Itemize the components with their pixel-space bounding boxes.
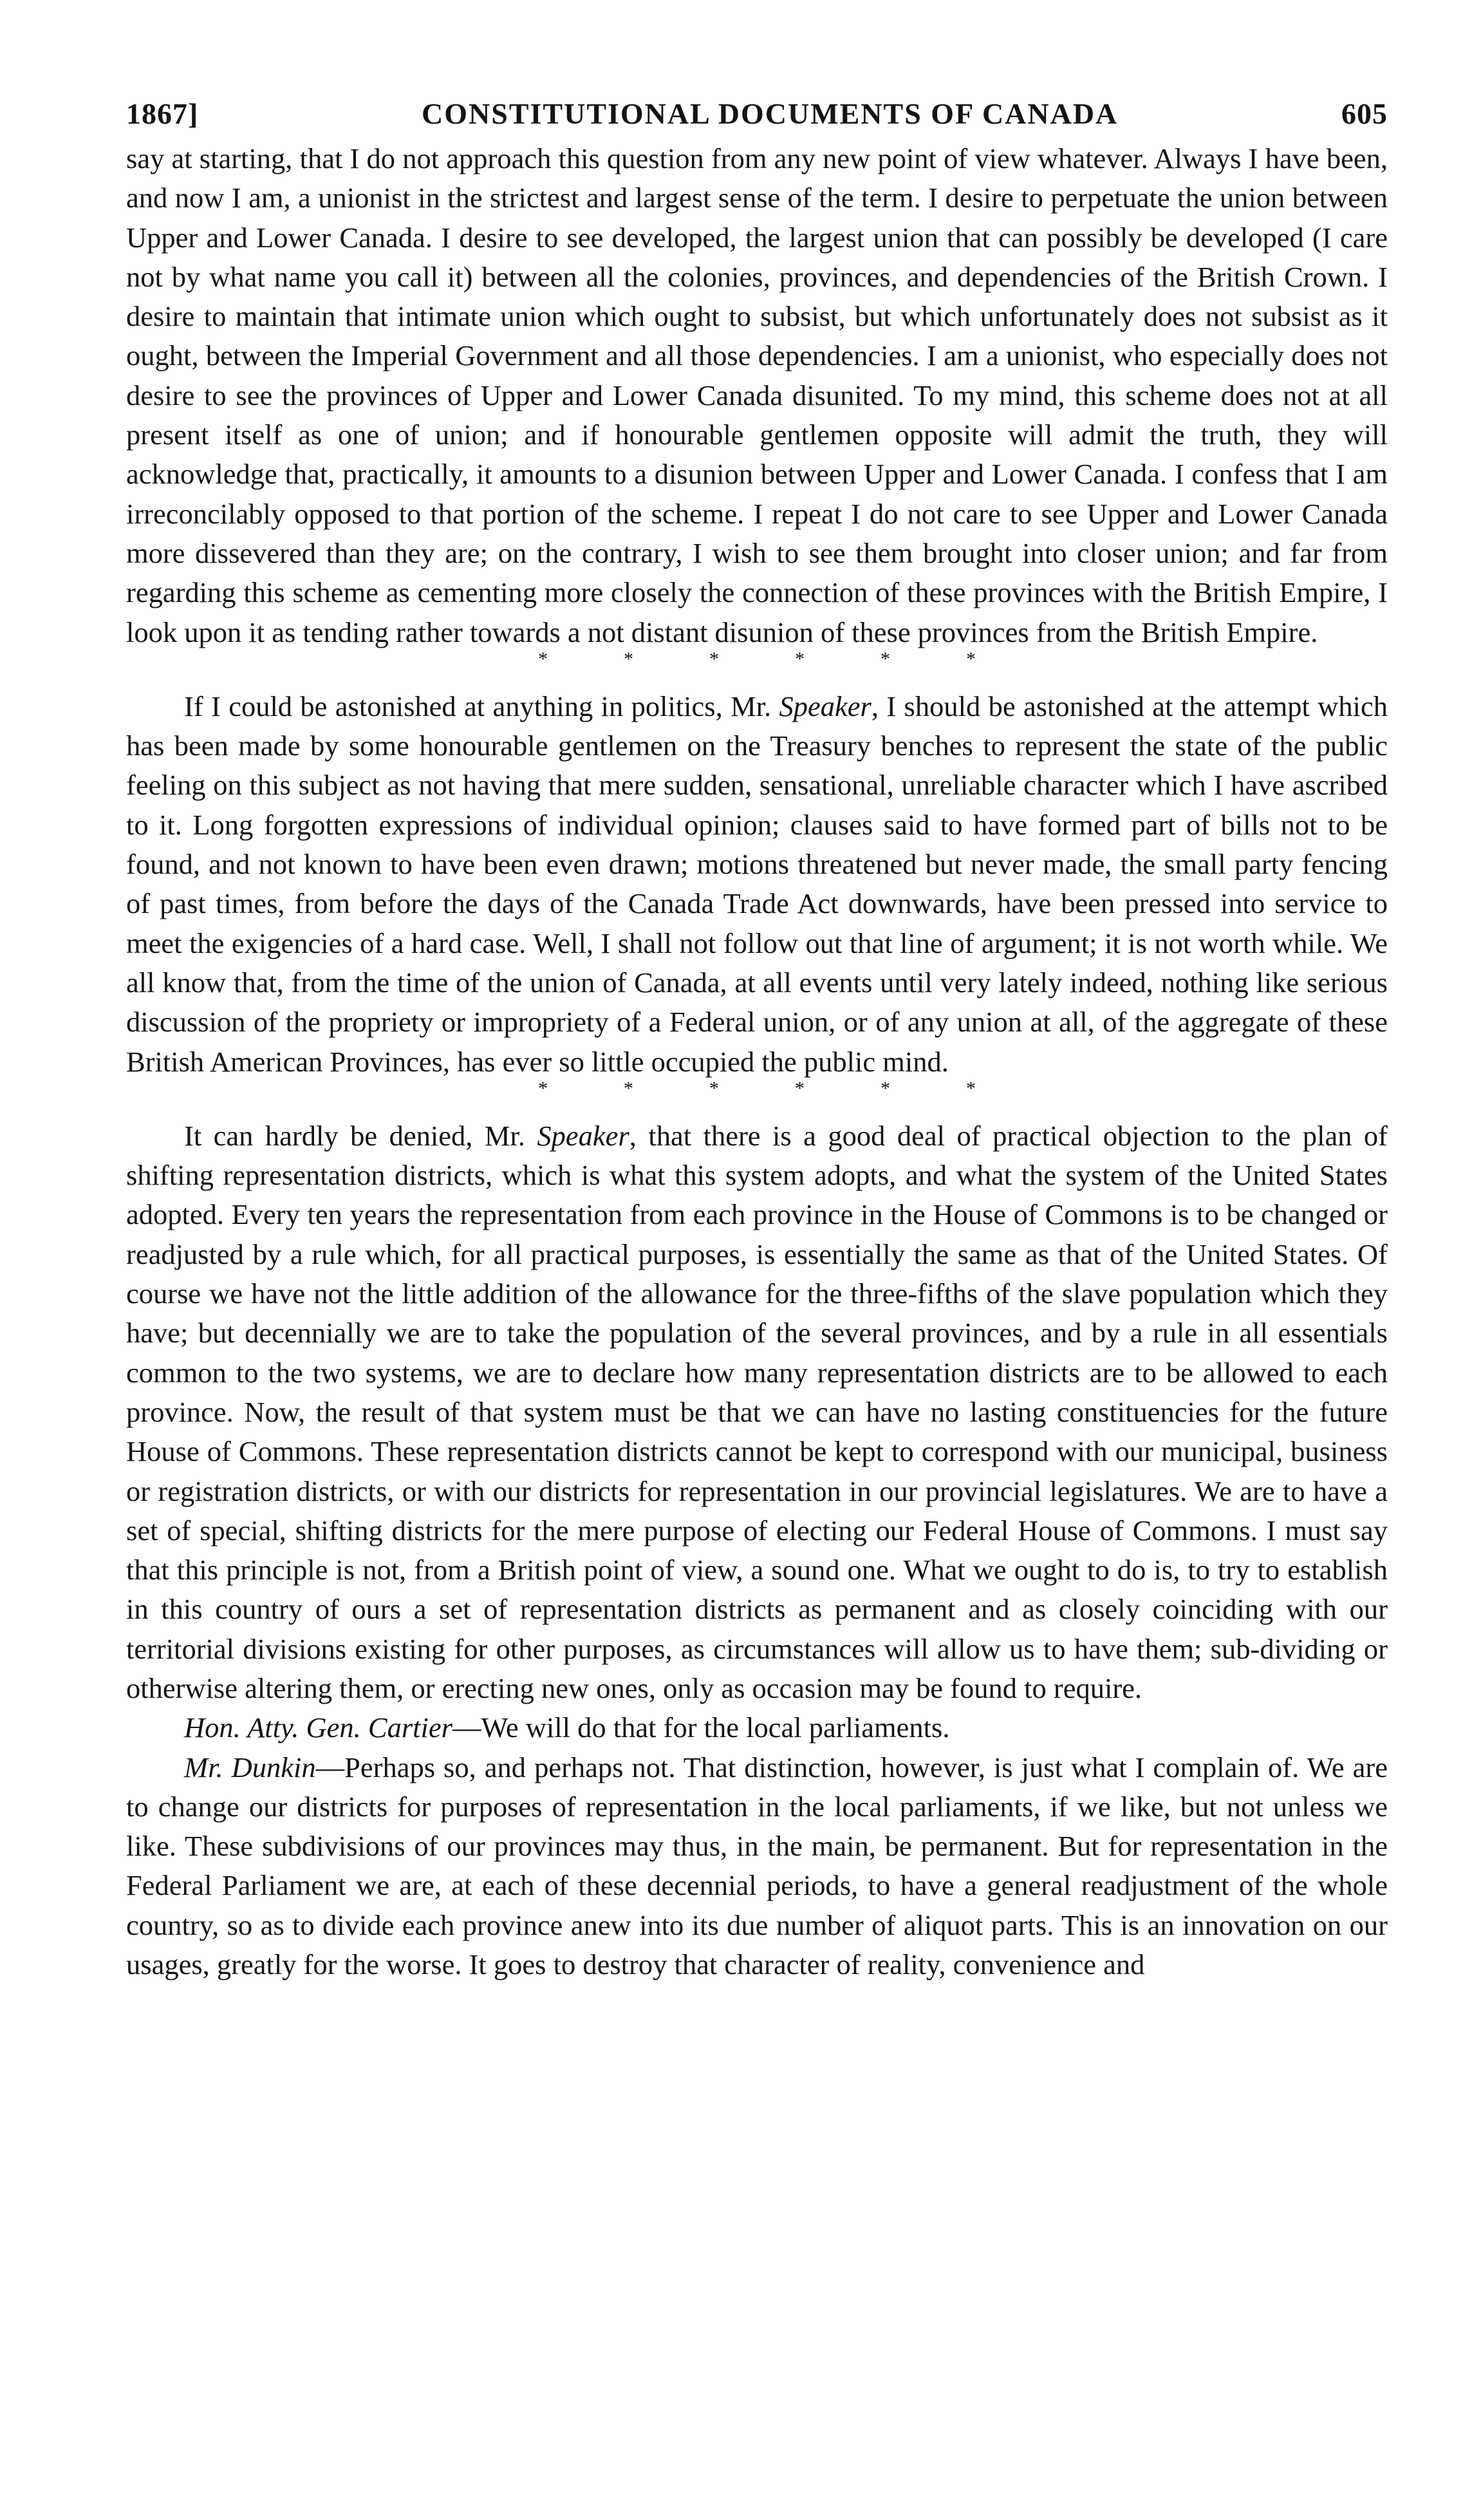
speaker-name: Mr. Dunkin xyxy=(184,1751,316,1783)
separator-star: * xyxy=(709,648,719,670)
separator-star: * xyxy=(880,648,890,670)
separator-star: * xyxy=(624,1077,633,1099)
body-text xyxy=(126,139,1388,1984)
separator-star: * xyxy=(538,648,548,670)
paragraph-3-lead: It can hardly be denied, Mr. xyxy=(184,1119,537,1152)
paragraph-4-body: —We will do that for the local parliaments. xyxy=(452,1711,950,1744)
speaker-name: Speaker xyxy=(537,1119,629,1152)
header-year: 1867] xyxy=(126,97,199,130)
paragraph-2-lead: If I could be astonished at anything in politics, Mr. xyxy=(184,690,779,722)
separator-star: * xyxy=(880,1077,890,1099)
paragraph-2-body: , I should be astonished at the attempt which has been made by some honourable gentlemen on the Treasury benches to represent the state of the public feeling on this subject as not having that mere sudden, sensational, unreliable character which I have ascribed to it. Long forgotten expressions of individual opinion; clauses said to have formed part of bills not to be found, and not known to have been even drawn; motions threatened but never made, the small party fencing of past times, from before the days of the Canada Trade Act downwards, have been pressed into service to meet the exigencies of a hard case. Well, I shall not follow out that line of argument; it is not worth while. We all know that, from the time of the union of Canada, at all events until very lately indeed, nothing like serious discussion of the propriety or impropriety of a Federal union, or of any union at all, of the aggregate of these British American Provinces, has ever so little occupied the public mind. xyxy=(126,690,1388,1078)
separator-star: * xyxy=(795,648,805,670)
separator-star: * xyxy=(709,1077,719,1099)
paragraph-1: say at starting, that I do not approach this question from any new point of view whatever. Always I have been, and now I am, a unionist in the strictest and largest sense of the term. I desire to perpetuate the union between Upper and Lower Canada. I desire to see developed, the largest union that can possibly be developed (I care not by what name you call it) between all the colonies, provinces, and dependencies of the British Crown. I desire to maintain that intimate union which ought to subsist, but which unfortunately does not subsist as it ought, between the Imperial Government and all those dependencies. I am a unionist, who especially does not desire to see the provinces of Upper and Lower Canada disunited. To my mind, this scheme does not at all present itself as one of union; and if honourable gentlemen opposite will admit the truth, they will acknowledge that, practically, it amounts to a disunion between Upper and Lower Canada. I confess that I am irreconcilably opposed to that portion of the scheme. I repeat I do not care to see Upper and Lower Canada more dissevered than they are; on the contrary, I wish to see them brought into closer union; and far from regarding this scheme as cementing more closely the connection of these provinces with the British Empire, I look upon it as tending rather towards a not distant disunion of these provinces from the British Empire. xyxy=(126,142,1388,648)
paragraph-2 xyxy=(126,687,1388,1082)
speaker-name: Hon. Atty. Gen. Cartier xyxy=(184,1711,452,1744)
speaker-name: Speaker xyxy=(779,690,871,722)
separator-star: * xyxy=(624,648,633,670)
separator-star: * xyxy=(966,1077,976,1099)
separator-star: * xyxy=(795,1077,805,1099)
paragraph-5 xyxy=(126,1748,1388,1985)
paragraph-3 xyxy=(126,1116,1388,1708)
paragraph-3-body: , that there is a good deal of practical objection to the plan of shifting representation districts, which is what this system adopts, and what the system of the United States adopted. Every ten years the representation from each province in the House of Commons is to be changed or readjusted by a rule which, for all practical purposes, is essentially the same as that of the United States. Of course we have not the little addition of the allowance for the three-fifths of the slave population which they have; but decennially we are to take the population of the several provinces, and by a rule in all essentials common to the two systems, we are to declare how many representation districts are to be allowed to each province. Now, the result of that system must be that we can have no lasting constituencies for the future House of Commons. These representation districts cannot be kept to correspond with our municipal, business or registration districts, or with our districts for representation in our provincial legislatures. We are to have a set of special, shifting districts for the mere purpose of electing our Federal House of Commons. I must say that this principle is not, from a British point of view, a sound one. What we ought to do is, to try to establish in this country of ours a set of representation districts as permanent and as closely coinciding with our territorial divisions existing for other purposes, as circumstances will allow us to have them; sub-dividing or otherwise altering them, or erecting new ones, only as occasion may be found to require. xyxy=(126,1119,1388,1704)
header-page-number: 605 xyxy=(1341,97,1388,130)
paragraph-5-body: —Perhaps so, and perhaps not. That distinction, however, is just what I complain of. We are to change our districts for purposes of representation in the local parliaments, if we like, but not unless we like. These subdivisions of our provinces may thus, in the main, be permanent. But for representation in the Federal Parliament we are, at each of these decennial periods, to have a general readjustment of the whole country, so as to divide each province anew into its due number of aliquot parts. This is an innovation on our usages, greatly for the worse. It goes to destroy that character of reality, convenience and xyxy=(126,1751,1388,1981)
document-page xyxy=(126,97,1388,1984)
paragraph-4 xyxy=(126,1708,1388,1747)
separator-star: * xyxy=(966,648,976,670)
header-title: CONSTITUTIONAL DOCUMENTS OF CANADA xyxy=(422,97,1119,130)
separator-star: * xyxy=(538,1077,548,1099)
running-header xyxy=(126,97,1388,139)
